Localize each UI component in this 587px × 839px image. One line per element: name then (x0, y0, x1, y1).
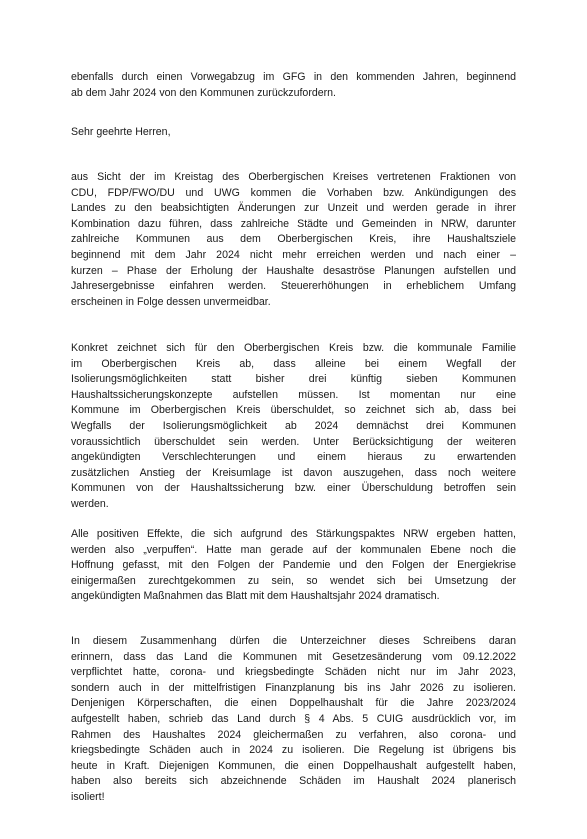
text-line: Isolierungsmöglichkeiten statt bisher drei künftig sieben Kommunen (71, 373, 516, 386)
text-line: Haushaltssicherungskonzepte aufstellen müssen. Ist momentan nur eine (71, 388, 516, 401)
text-line: erinnern, dass das Land die Kommunen mit Gesetzesänderung vom 09.12.2022 (71, 650, 516, 663)
paragraph-intro-continuation (71, 70, 516, 101)
text-line: aufgestellt haben, schrieb das Land durch § 4 Abs. 5 CUIG ausdrücklich vor, im (71, 712, 516, 725)
text-line: In diesem Zusammenhang dürfen die Unterzeichner dieses Schreibens daran (71, 635, 516, 647)
text-line: angekündigten Maßnahmen das Blatt mit dem Haushaltsjahr 2024 dramatisch. (71, 590, 440, 603)
text-line: haben also bereits sich abzeichnende Schäden im Haushalt 2024 planerisch (71, 775, 516, 788)
salutation-text: Sehr geehrte Herren, (71, 126, 171, 138)
text-line: Alle positiven Effekte, die sich aufgrund des Stärkungspaktes NRW ergeben hatten, (71, 528, 516, 540)
text-line: werden. (71, 497, 109, 510)
text-line: erscheinen in Folge dessen unvermeidbar. (71, 295, 271, 308)
text-line: einigermaßen zurechtgekommen zu sein, so wendet sich bei Umsetzung der (71, 574, 516, 587)
text-line: voraussichtlich überschuldet sein werden. Unter Berücksichtigung der weiteren (71, 435, 516, 448)
text-line: Konkret zeichnet sich für den Oberbergischen Kreis bzw. die kommunale Familie (71, 342, 516, 354)
text-line: Wegfalls der Isolierungsmöglichkeit ab 2024 demnächst drei Kommunen (71, 419, 516, 432)
paragraph-konkret (71, 341, 516, 513)
text-line: Jahresergebnisse einfahren werden. Steuererhöhungen in erheblichem Umfang (71, 280, 516, 293)
text-line: verpflichtet hatte, corona- und kriegsbedingte Schäden nicht nur im Jahr 2023, (71, 666, 516, 679)
text-line: kriegsbedingte Schäden auch in 2024 zu isolieren. Die Regelung ist übrigens bis (71, 744, 516, 757)
text-line: heute in Kraft. Diejenigen Kommunen, die einen Doppelhaushalt aufgestellt haben, (71, 759, 516, 772)
text-line: zusätzlichen Anstieg der Kreisumlage ist davon auszugehen, dass noch weitere (71, 466, 516, 479)
text-line: ebenfalls durch einen Vorwegabzug im GFG in den kommenden Jahren, beginnend (71, 71, 516, 83)
paragraph-effekte (71, 527, 516, 605)
text-line: werden also „verpuffen“. Hatte man gerade auf der kommunalen Ebene noch die (71, 543, 516, 556)
paragraph-zusammenhang (71, 634, 516, 806)
text-line: Kombination dazu führen, dass zahlreiche Städte und Gemeinden in NRW, darunter (71, 217, 516, 230)
text-line: angekündigten Verschlechterungen und einem hieraus zu erwartenden (71, 451, 516, 464)
text-line: isoliert! (71, 790, 105, 803)
text-line: ab dem Jahr 2024 von den Kommunen zurückzufordern. (71, 86, 336, 99)
text-line: sondern auch in der mittelfristigen Finanzplanung bis ins Jahr 2026 zu isolieren. (71, 681, 516, 694)
text-line: aus Sicht der im Kreistag des Oberbergischen Kreises vertretenen Fraktionen von (71, 171, 516, 183)
text-line: Kommunen von der Haushaltssicherung bzw. einer Überschuldung betroffen sein (71, 482, 516, 495)
text-line: beginnend mit dem Jahr 2024 nicht mehr erreichen werden und nach einer – (71, 248, 516, 261)
text-line: Denjenigen Körperschaften, die einen Doppelhaushalt für die Jahre 2023/2024 (71, 697, 516, 710)
paragraph-fraktionen (71, 170, 516, 310)
text-line: zahlreiche Kommunen aus dem Oberbergischen Kreis, ihre Haushaltsziele (71, 233, 516, 246)
text-line: kurzen – Phase der Erholung der Haushalte desaströse Planungen aufstellen und (71, 264, 516, 277)
paragraph-salutation (71, 125, 516, 141)
text-line: im Oberbergischen Kreis ab, dass alleine bei einem Wegfall der (71, 357, 516, 370)
text-line: CDU, FDP/FWO/DU und UWG kommen die Vorhaben bzw. Ankündigungen des (71, 186, 516, 199)
text-line: Hoffnung gefasst, mit den Folgen der Pandemie und den Folgen der Energiekrise (71, 559, 516, 572)
text-line: Landes zu den beabsichtigten Änderungen zur Unzeit und werden gerade in ihrer (71, 202, 516, 215)
text-line: Rahmen des Haushaltes 2024 gleichermaßen zu verfahren, also corona- und (71, 728, 516, 741)
text-line: Kommune im Oberbergischen Kreis überschuldet, so zeichnet sich ab, dass bei (71, 404, 516, 417)
